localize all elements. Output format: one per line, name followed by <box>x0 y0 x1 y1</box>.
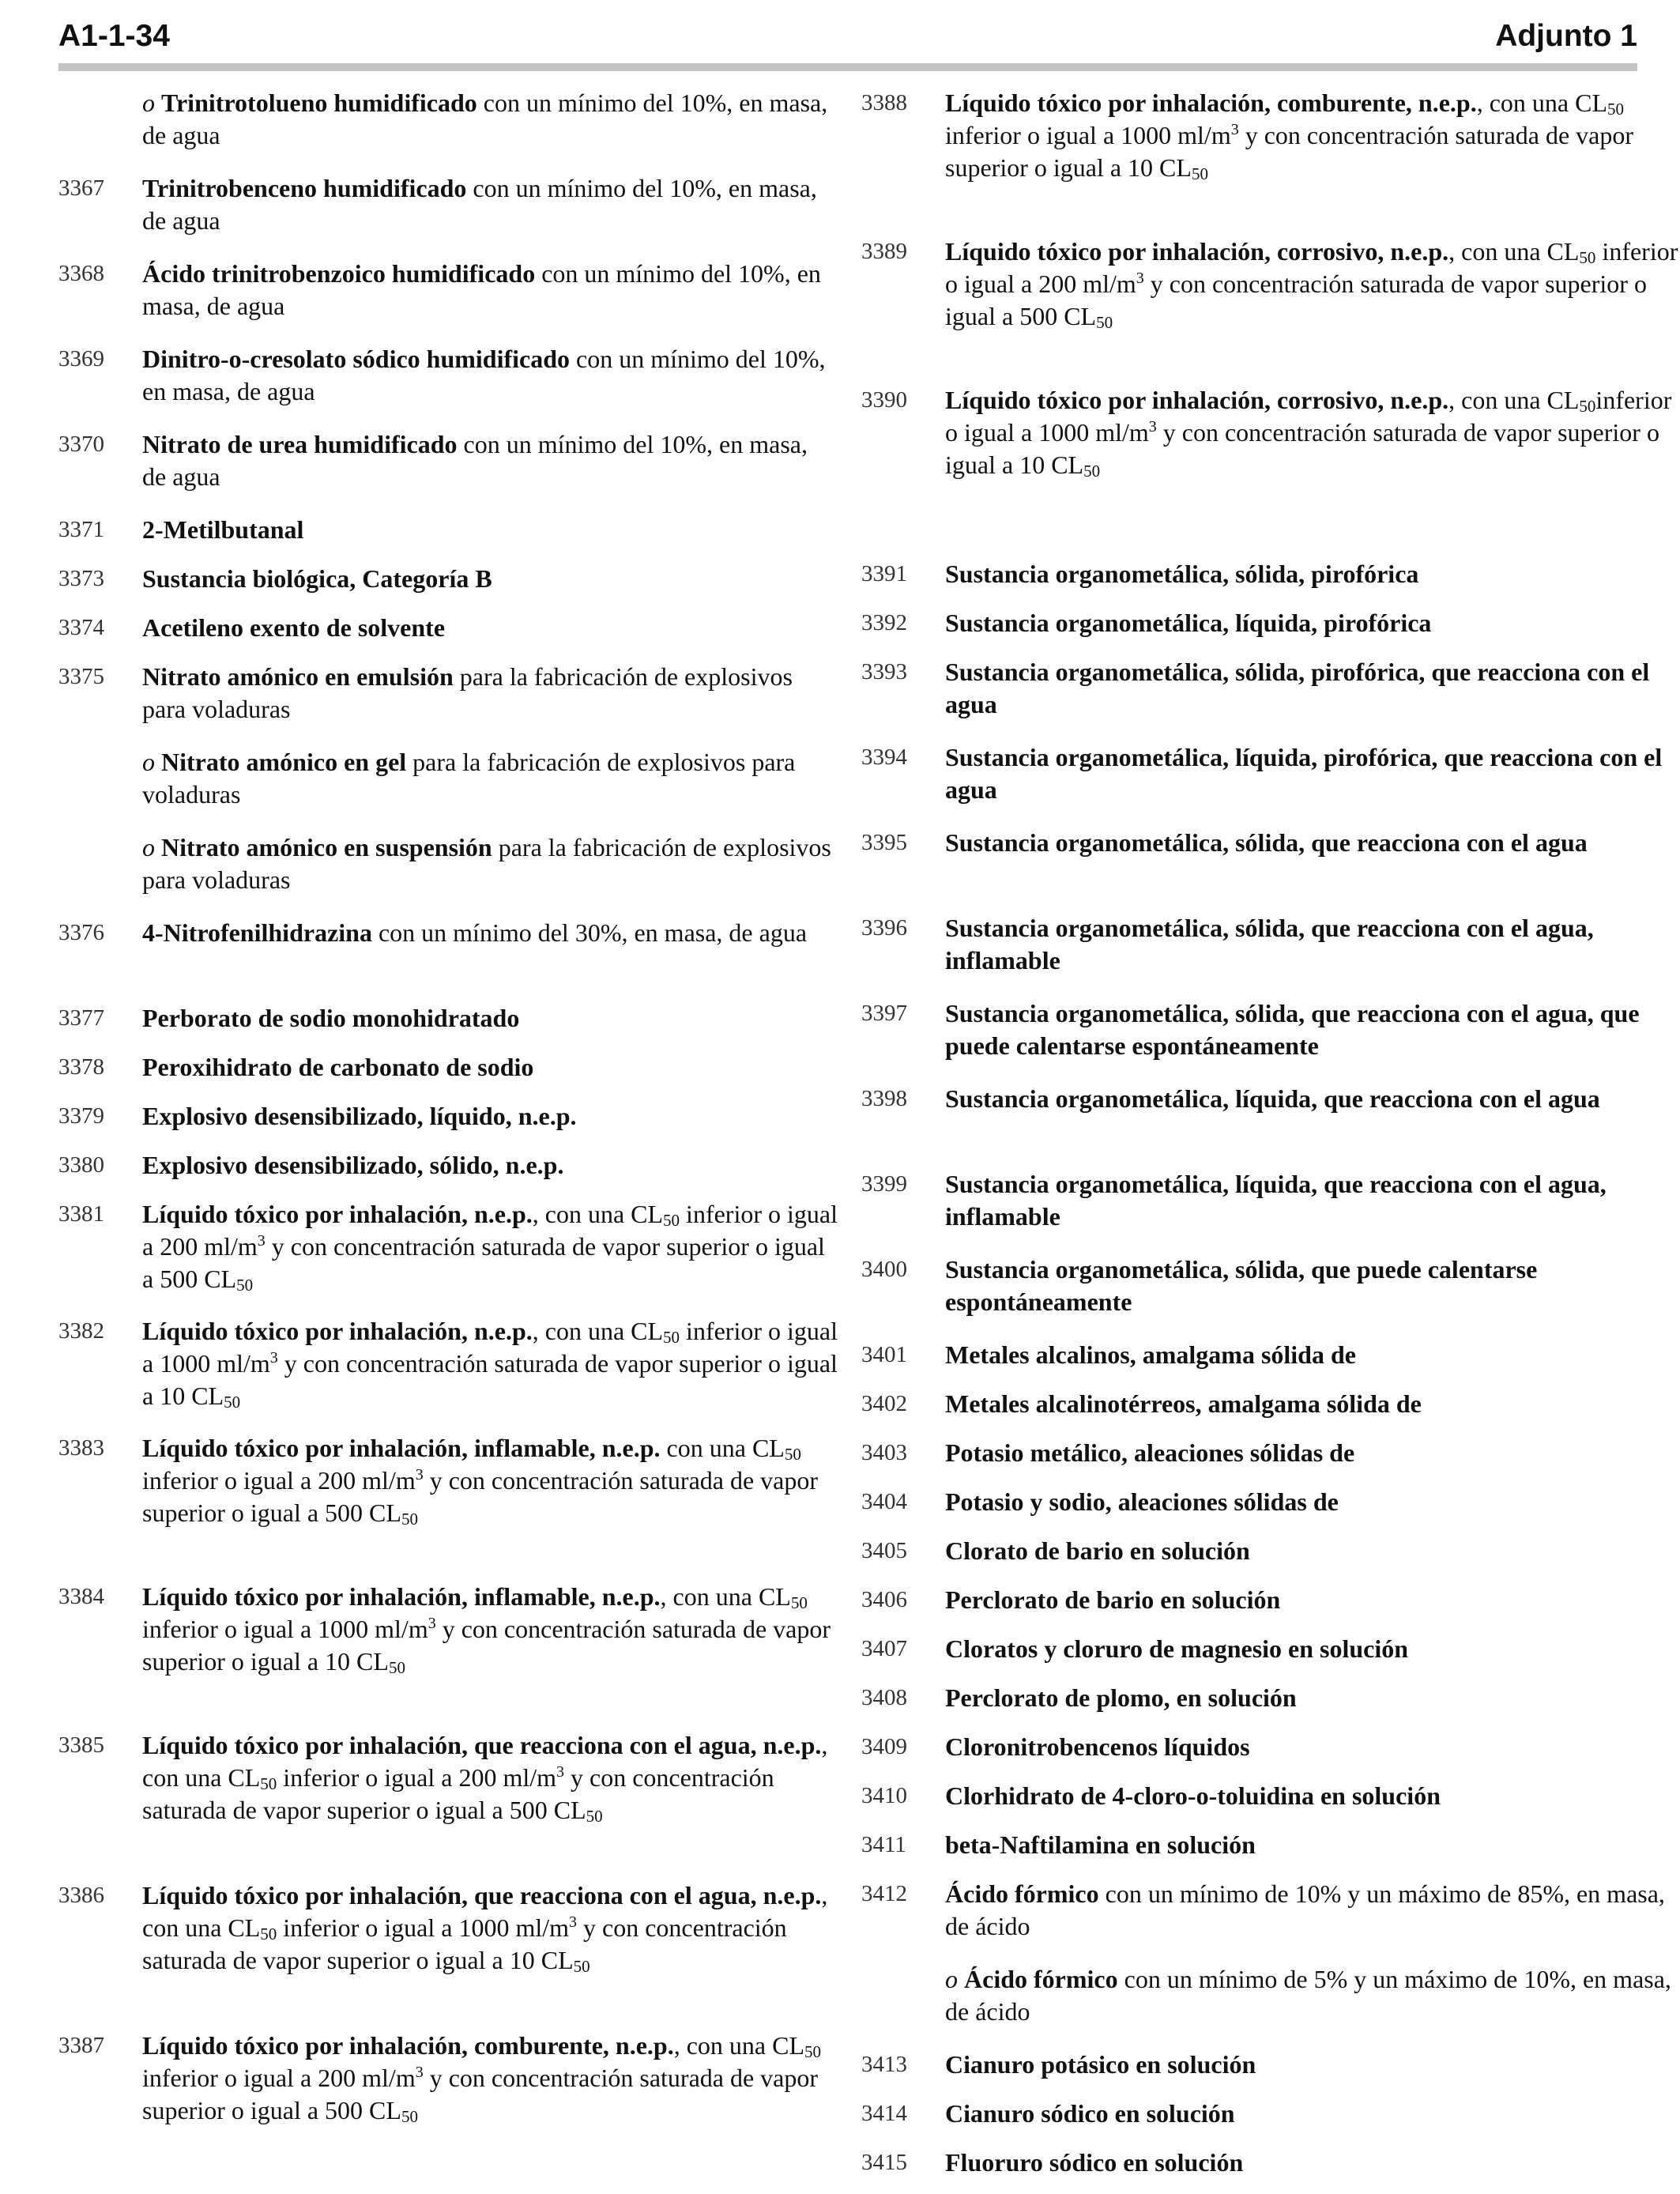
description-text: 3 <box>415 2064 424 2081</box>
substance-description <box>142 1198 838 1295</box>
description-text: inferior o igual a 1000 ml/m <box>142 1615 428 1643</box>
substance-description <box>142 172 838 237</box>
substance-name: 2-Metilbutanal <box>142 515 304 544</box>
description-text: 3 <box>428 1615 436 1632</box>
un-number: 3407 <box>861 1636 907 1661</box>
un-number: 3377 <box>58 1005 104 1031</box>
substance-description <box>142 1149 838 1182</box>
description-text: inferior o igual a 200 ml/m <box>142 2064 416 2092</box>
substance-description <box>142 2030 838 2127</box>
substance-description <box>142 1100 838 1133</box>
un-number: 3415 <box>861 2150 907 2175</box>
substance-description <box>142 746 838 811</box>
substance-name: Fluoruro sódico en solución <box>945 2148 1244 2177</box>
substance-description <box>142 1315 838 1412</box>
un-number: 3380 <box>58 1152 104 1178</box>
un-number: 3387 <box>58 2033 104 2058</box>
description-text: , con una CL <box>1448 386 1580 414</box>
un-number: 3401 <box>861 1342 907 1367</box>
substance-name: Dinitro-o-cresolato sódico humidificado <box>142 345 571 373</box>
substance-name: Ácido trinitrobenzoico humidificado <box>142 259 536 288</box>
substance-description <box>142 1432 838 1529</box>
description-text: con una CL <box>660 1434 785 1462</box>
description-text: y con concentración saturada de vapor superior o igual a 500 CL <box>142 1466 819 1527</box>
un-number: 3404 <box>861 1489 907 1514</box>
description-text: inferior o igual a 1000 ml/m <box>945 386 1672 447</box>
un-number: 3388 <box>861 90 907 115</box>
description-text: con un mínimo del 30%, en masa, de agua <box>371 918 808 947</box>
un-number: 3410 <box>861 1783 907 1808</box>
description-text: 50 <box>1083 462 1101 481</box>
description-text: 3 <box>1230 121 1239 138</box>
substance-name: Cianuro sódico en solución <box>945 2099 1235 2128</box>
un-number: 3379 <box>58 1103 104 1129</box>
substance-name: Ácido fórmico <box>964 1965 1118 1993</box>
description-text: inferior o igual a 200 ml/m <box>142 1200 838 1261</box>
un-number: 3395 <box>861 830 907 855</box>
substance-description <box>142 87 838 152</box>
un-number: 3394 <box>861 745 907 770</box>
description-text: o <box>142 833 161 861</box>
substance-description <box>945 607 1680 639</box>
substance-name: Sustancia organometálica, líquida, que reacciona con el agua <box>945 1084 1600 1113</box>
substance-name: Potasio y sodio, aleaciones sólidas de <box>945 1487 1339 1516</box>
page-number: A1-1-34 <box>58 19 170 53</box>
description-text: 50 <box>663 1328 680 1347</box>
description-text: 50 <box>260 1774 277 1793</box>
description-text: 50 <box>663 1211 680 1230</box>
description-text: inferior o igual a 200 ml/m <box>277 1763 556 1792</box>
substance-name: Nitrato de urea humidificado <box>142 430 458 458</box>
substance-description <box>945 87 1680 184</box>
un-number: 3396 <box>861 915 907 941</box>
description-text: 50 <box>1579 397 1596 416</box>
description-text: con un mínimo de 5% y un máximo de 10%, en masa, de ácido <box>945 1965 1671 2026</box>
substance-description <box>142 831 838 896</box>
un-number: 3381 <box>58 1201 104 1227</box>
substance-description <box>142 258 838 322</box>
description-text: 50 <box>586 1807 603 1826</box>
description-text: con un mínimo del 10%, en masa, de agua <box>142 430 808 491</box>
substance-description <box>945 1731 1680 1763</box>
un-number: 3399 <box>861 1171 907 1197</box>
un-number: 3384 <box>58 1584 104 1609</box>
description-text: 3 <box>269 1349 278 1367</box>
substance-description <box>142 514 838 546</box>
substance-name: 4-Nitrofenilhidrazina <box>142 918 372 947</box>
description-text: 50 <box>573 1957 590 1976</box>
description-text: 50 <box>1579 248 1596 267</box>
description-text: 50 <box>388 1658 405 1677</box>
substance-name: Líquido tóxico por inhalación, n.e.p. <box>142 1317 533 1345</box>
substance-description <box>945 2147 1680 2179</box>
substance-description <box>945 1388 1680 1420</box>
description-text: y con concentración saturada de vapor superior o igual a 10 CL <box>142 1349 838 1410</box>
un-number: 3376 <box>58 920 104 945</box>
un-number: 3371 <box>58 517 104 542</box>
un-number: 3385 <box>58 1732 104 1758</box>
substance-description <box>945 912 1680 977</box>
description-text: para la fabricación de explosivos para voladuras <box>142 833 831 894</box>
header-rule <box>58 63 1637 71</box>
substance-name: Sustancia organometálica, sólida, que reacciona con el agua <box>945 828 1588 857</box>
substance-description <box>945 1339 1680 1371</box>
un-number: 3386 <box>58 1883 104 1908</box>
substance-name: Líquido tóxico por inhalación, inflamable, n.e.p. <box>142 1434 661 1462</box>
substance-name: Sustancia organometálica, líquida, que reacciona con el agua, inflamable <box>945 1170 1607 1231</box>
substance-description <box>945 827 1680 859</box>
description-text: o <box>945 1965 964 1993</box>
substance-description <box>945 1083 1680 1115</box>
substance-description <box>945 1829 1680 1861</box>
description-text: o <box>142 748 161 776</box>
description-text: 50 <box>1607 100 1624 119</box>
description-text: , con una CL <box>142 1731 828 1792</box>
substance-name: Líquido tóxico por inhalación, corrosivo, n.e.p. <box>945 386 1449 414</box>
substance-name: Cianuro potásico en solución <box>945 2050 1256 2079</box>
substance-description <box>945 384 1680 481</box>
page-header <box>58 14 1637 66</box>
un-number: 3397 <box>861 1001 907 1026</box>
substance-name: Trinitrobenceno humidificado <box>142 174 467 202</box>
description-text: con un mínimo del 10%, en masa, de agua <box>142 174 817 235</box>
description-text: inferior o igual a 1000 ml/m <box>142 1317 838 1378</box>
substance-description <box>945 2098 1680 2130</box>
substance-name: Sustancia organometálica, sólida, que reacciona con el agua, inflamable <box>945 914 1594 974</box>
un-number: 3403 <box>861 1440 907 1465</box>
un-number: 3373 <box>58 566 104 591</box>
un-number: 3402 <box>861 1391 907 1416</box>
description-text: , con una CL <box>532 1317 664 1345</box>
un-number: 3369 <box>58 346 104 371</box>
substance-description <box>945 236 1680 333</box>
description-text: inferior o igual a 1000 ml/m <box>277 1913 569 1942</box>
substance-description <box>945 1584 1680 1616</box>
un-number: 3409 <box>861 1734 907 1759</box>
substance-name: Peroxihidrato de carbonato de sodio <box>142 1053 534 1081</box>
description-text: 50 <box>804 2042 821 2061</box>
substance-name: Nitrato amónico en gel <box>161 748 407 776</box>
substance-description <box>945 1535 1680 1567</box>
substance-name: Sustancia organometálica, sólida, que puede calentarse espontáneamente <box>945 1255 1538 1316</box>
un-number: 3370 <box>58 432 104 457</box>
un-number: 3378 <box>58 1054 104 1080</box>
un-number: 3400 <box>861 1257 907 1282</box>
substance-description <box>945 1633 1680 1665</box>
substance-description <box>142 428 838 493</box>
description-text: 50 <box>236 1276 254 1295</box>
description-text: , con una CL <box>532 1200 664 1228</box>
un-number: 3368 <box>58 261 104 286</box>
substance-description <box>945 1682 1680 1714</box>
description-text: y con concentración saturada de vapor superior o igual a 500 CL <box>142 1232 825 1293</box>
description-text: inferior o igual a 1000 ml/m <box>945 121 1231 149</box>
substance-description <box>142 1581 838 1678</box>
description-text: , con una CL <box>1448 237 1580 266</box>
substance-description <box>945 2049 1680 2081</box>
substance-name: Explosivo desensibilizado, sólido, n.e.p. <box>142 1151 564 1179</box>
substance-name: Líquido tóxico por inhalación, inflamable, n.e.p. <box>142 1582 661 1611</box>
substance-description <box>142 917 838 949</box>
description-text: con un mínimo del 10%, en masa, de agua <box>142 345 826 405</box>
description-text: con un mínimo de 10% y un máximo de 85%, en masa, de ácido <box>945 1879 1665 1940</box>
annex-title: Adjunto 1 <box>1495 19 1637 53</box>
un-number: 3367 <box>58 175 104 201</box>
substance-description <box>142 1051 838 1084</box>
substance-description <box>945 558 1680 590</box>
description-text: , con una CL <box>660 1582 791 1611</box>
un-number: 3392 <box>861 610 907 635</box>
description-text: , con una CL <box>1476 89 1607 117</box>
description-text: y con concentración saturada de vapor superior o igual a 500 CL <box>142 2064 819 2124</box>
substance-description <box>142 1729 838 1826</box>
description-text: 50 <box>401 1510 418 1529</box>
substance-description <box>945 997 1680 1062</box>
substance-name: Cloronitrobencenos líquidos <box>945 1732 1250 1761</box>
description-text: 3 <box>1136 270 1144 287</box>
substance-description <box>142 563 838 595</box>
description-text: 50 <box>1096 313 1113 332</box>
description-text: o <box>142 89 161 117</box>
substance-name: Nitrato amónico en emulsión <box>142 662 454 691</box>
substance-description <box>945 1437 1680 1469</box>
substance-description <box>945 1963 1680 2028</box>
substance-name: Clorato de bario en solución <box>945 1536 1250 1565</box>
substance-description <box>142 661 838 726</box>
un-number: 3411 <box>861 1832 906 1857</box>
description-text: 50 <box>224 1393 241 1412</box>
substance-name: Perclorato de plomo, en solución <box>945 1683 1297 1712</box>
un-number: 3383 <box>58 1435 104 1461</box>
substance-name: Potasio metálico, aleaciones sólidas de <box>945 1438 1355 1467</box>
description-text: 50 <box>1191 164 1208 183</box>
substance-description <box>945 1486 1680 1518</box>
substance-name: Sustancia organometálica, sólida, que reacciona con el agua, que puede calentarse espontáneamente <box>945 999 1640 1060</box>
un-number: 3393 <box>861 659 907 684</box>
un-number: 3375 <box>58 664 104 689</box>
description-text: con un mínimo del 10%, en masa, de agua <box>142 259 821 320</box>
substance-name: Sustancia organometálica, sólida, pirofórica, que reacciona con el agua <box>945 658 1650 718</box>
substance-name: beta-Naftilamina en solución <box>945 1830 1256 1859</box>
description-text: 3 <box>556 1763 564 1781</box>
description-text: , con una CL <box>673 2031 804 2060</box>
substance-description <box>142 343 838 408</box>
description-text: 3 <box>1148 418 1157 435</box>
substance-name: Explosivo desensibilizado, líquido, n.e.p. <box>142 1102 577 1130</box>
un-number: 3406 <box>861 1587 907 1612</box>
substance-description <box>142 612 838 644</box>
substance-name: Líquido tóxico por inhalación, comburente, n.e.p. <box>142 2031 674 2060</box>
description-text: para la fabricación de explosivos para voladuras <box>142 662 793 723</box>
substance-name: Sustancia organometálica, sólida, pirofórica <box>945 560 1419 588</box>
description-text: 50 <box>260 1924 277 1943</box>
substance-name: Nitrato amónico en suspensión <box>161 833 492 861</box>
description-text: 50 <box>790 1593 808 1612</box>
description-text: con un mínimo del 10%, en masa, de agua <box>142 89 828 149</box>
un-number: 3382 <box>58 1318 104 1344</box>
substance-name: Líquido tóxico por inhalación, que reacciona con el agua, n.e.p. <box>142 1881 822 1909</box>
substance-name: Líquido tóxico por inhalación, n.e.p. <box>142 1200 533 1228</box>
un-number: 3412 <box>861 1881 907 1906</box>
description-text: , con una CL <box>142 1881 828 1942</box>
substance-description <box>945 1878 1680 1943</box>
substance-description <box>945 656 1680 721</box>
description-text: 50 <box>784 1445 801 1464</box>
un-number: 3405 <box>861 1538 907 1563</box>
un-number: 3413 <box>861 2052 907 2077</box>
description-text: 3 <box>569 1913 577 1931</box>
substance-description <box>142 1002 838 1035</box>
description-text: y con concentración saturada de vapor superior o igual a 10 CL <box>142 1913 787 1974</box>
un-number: 3391 <box>861 561 907 586</box>
substance-name: Metales alcalinotérreos, amalgama sólida de <box>945 1389 1422 1418</box>
description-text: inferior o igual a 200 ml/m <box>142 1466 416 1495</box>
description-text: y con concentración saturada de vapor superior o igual a 500 CL <box>945 270 1647 330</box>
un-number: 3389 <box>861 239 907 264</box>
substance-name: Cloratos y cloruro de magnesio en solución <box>945 1634 1409 1663</box>
substance-description <box>142 1879 838 1977</box>
substance-description <box>945 1253 1680 1318</box>
description-text: para la fabricación de explosivos para voladuras <box>142 748 796 809</box>
description-text: y con concentración saturada de vapor superior o igual a 500 CL <box>142 1763 774 1824</box>
substance-name: Líquido tóxico por inhalación, que reacciona con el agua, n.e.p. <box>142 1731 822 1759</box>
substance-name: Sustancia biológica, Categoría B <box>142 564 492 593</box>
substance-description <box>945 1168 1680 1233</box>
description-text: 3 <box>415 1466 424 1483</box>
description-text: 50 <box>401 2107 418 2126</box>
un-number: 3398 <box>861 1086 907 1111</box>
substance-name: Trinitrotolueno humidificado <box>161 89 477 117</box>
substance-name: Perborato de sodio monohidratado <box>142 1004 520 1032</box>
substance-description <box>945 1780 1680 1812</box>
un-number: 3414 <box>861 2101 907 2126</box>
description-text: 3 <box>257 1232 266 1250</box>
description-text: y con concentración saturada de vapor superior o igual a 10 CL <box>945 121 1634 182</box>
substance-name: Clorhidrato de 4-cloro-o-toluidina en solución <box>945 1781 1441 1810</box>
un-number: 3390 <box>861 387 907 413</box>
substance-name: Líquido tóxico por inhalación, corrosivo, n.e.p. <box>945 237 1449 266</box>
substance-name: Sustancia organometálica, líquida, pirofórica, que reacciona con el agua <box>945 743 1663 804</box>
description-text: y con concentración saturada de vapor superior o igual a 10 CL <box>142 1615 831 1676</box>
description-text: y con concentración saturada de vapor superior o igual a 10 CL <box>945 418 1659 479</box>
un-number: 3408 <box>861 1685 907 1710</box>
substance-name: Ácido fórmico <box>945 1879 1099 1908</box>
substance-description <box>945 741 1680 806</box>
substance-name: Metales alcalinos, amalgama sólida de <box>945 1340 1356 1369</box>
description-text: inferior o igual a 200 ml/m <box>945 237 1678 298</box>
substance-name: Líquido tóxico por inhalación, comburente, n.e.p. <box>945 89 1477 117</box>
substance-name: Perclorato de bario en solución <box>945 1585 1281 1614</box>
substance-name: Sustancia organometálica, líquida, pirofórica <box>945 609 1432 637</box>
un-number: 3374 <box>58 615 104 640</box>
substance-name: Acetileno exento de solvente <box>142 613 446 642</box>
